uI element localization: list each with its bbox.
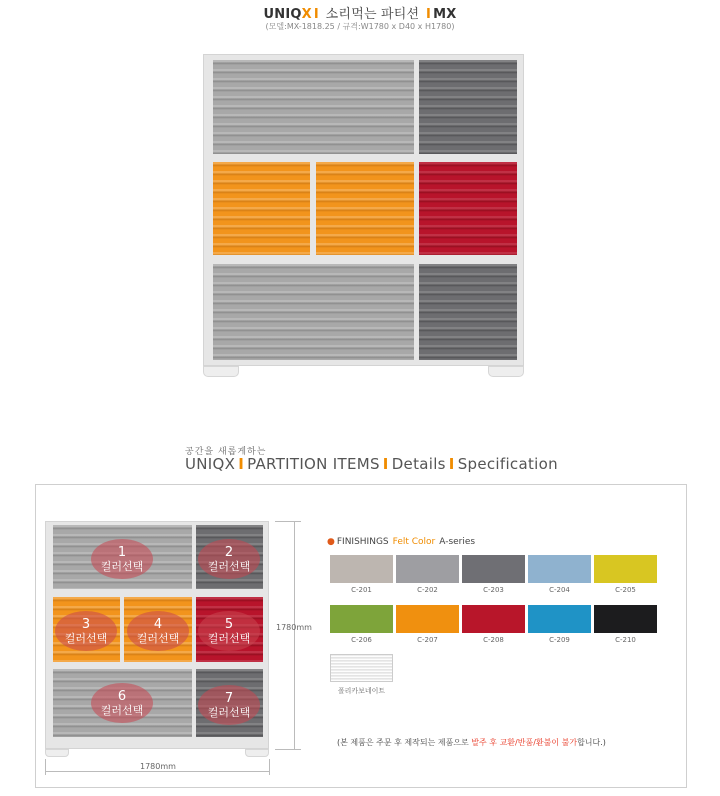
swatch-code-label: C-201 xyxy=(351,586,372,594)
color-swatch-c-202[interactable] xyxy=(396,555,459,583)
polycarbonate-label: 폴리카보네이트 xyxy=(337,687,386,695)
color-select-panel-3[interactable] xyxy=(55,611,117,651)
panel-4-image xyxy=(316,162,414,255)
panel-2-image xyxy=(419,60,517,154)
swatch-code-label: C-210 xyxy=(615,636,636,644)
felt-color-label: Felt Color xyxy=(392,537,436,547)
brand-x: X xyxy=(301,7,312,22)
polycarbonate-swatch[interactable] xyxy=(330,654,393,682)
series-name: MX xyxy=(433,7,457,22)
left-foot xyxy=(203,366,239,377)
section-bar-3: I xyxy=(448,455,455,473)
panel-number: 2 xyxy=(224,544,234,560)
product-title xyxy=(0,3,720,22)
product-subtitle: (모델:MX-1818.25 / 규격:W1780 x D40 x H1780) xyxy=(265,22,455,31)
panel-1-image xyxy=(213,60,414,154)
color-select-panel-1[interactable] xyxy=(91,539,153,579)
color-select-label: 컬러선택 xyxy=(100,559,144,573)
brand-mark: I xyxy=(313,7,319,22)
color-select-panel-2[interactable] xyxy=(198,539,260,579)
swatch-code-label: C-205 xyxy=(615,586,636,594)
brand-name: UNIQ xyxy=(263,7,302,22)
swatch-code-label: C-207 xyxy=(417,636,438,644)
color-select-panel-6[interactable] xyxy=(91,683,153,723)
mini-left-foot xyxy=(45,749,69,757)
height-dimension-label: 1780mm xyxy=(276,623,312,632)
color-swatch-c-210[interactable] xyxy=(594,605,657,633)
panel-number: 4 xyxy=(153,616,163,632)
color-select-label: 컬러선택 xyxy=(207,631,251,645)
color-select-label: 컬러선택 xyxy=(207,705,251,719)
mini-right-foot xyxy=(245,749,269,757)
color-swatch-c-201[interactable] xyxy=(330,555,393,583)
color-swatch-c-204[interactable] xyxy=(528,555,591,583)
series-label: A-series xyxy=(439,537,476,547)
section-part-details: Details xyxy=(391,455,446,473)
panel-3-image xyxy=(213,162,310,255)
swatch-code-label: C-204 xyxy=(549,586,570,594)
panel-number: 7 xyxy=(224,690,234,706)
color-select-label: 컬러선택 xyxy=(136,631,180,645)
swatch-code-label: C-202 xyxy=(417,586,438,594)
section-caption: 공간을 새롭게하는 xyxy=(185,447,267,457)
section-bar-1: I xyxy=(238,455,245,473)
color-select-label: 컬러선택 xyxy=(64,631,108,645)
color-select-panel-4[interactable] xyxy=(127,611,189,651)
notice-suffix: 합니다.) xyxy=(577,738,606,747)
notice-highlight: 발주 후 교환/반품/환불이 불가 xyxy=(471,738,578,747)
swatch-code-label: C-209 xyxy=(549,636,570,644)
panel-6-image xyxy=(213,264,414,360)
section-title xyxy=(185,455,558,473)
color-select-panel-5[interactable] xyxy=(198,611,260,651)
right-foot xyxy=(488,366,524,377)
width-dimension-tick-right xyxy=(269,759,270,775)
height-dimension-line xyxy=(294,521,295,749)
panel-7-image xyxy=(419,264,517,360)
section-part-spec: Specification xyxy=(457,455,558,473)
panel-number: 6 xyxy=(117,688,127,704)
height-dimension-tick-top xyxy=(275,521,301,522)
product-name: 소리먹는 파티션 xyxy=(325,7,420,22)
width-dimension-label: 1780mm xyxy=(140,762,176,771)
panel-number: 3 xyxy=(81,616,91,632)
order-notice xyxy=(337,737,606,748)
finishings-heading xyxy=(327,537,475,547)
finishings-title: FINISHINGS xyxy=(336,537,389,547)
notice-prefix: (본 제품은 주문 후 제작되는 제품으로 xyxy=(337,738,472,747)
bullet-icon: ● xyxy=(327,537,335,547)
panel-number: 1 xyxy=(117,544,127,560)
color-swatch-c-206[interactable] xyxy=(330,605,393,633)
color-select-panel-7[interactable] xyxy=(198,685,260,725)
section-brand: UNIQX xyxy=(185,455,236,473)
panel-5-image xyxy=(419,162,517,255)
swatch-code-label: C-208 xyxy=(483,636,504,644)
width-dimension-line xyxy=(45,771,269,772)
section-part-items: PARTITION ITEMS xyxy=(247,455,380,473)
section-bar-2: I xyxy=(382,455,389,473)
width-dimension-tick-left xyxy=(45,759,46,775)
swatch-code-label: C-203 xyxy=(483,586,504,594)
title-separator: I xyxy=(426,7,432,22)
height-dimension-tick-bottom xyxy=(275,749,301,750)
color-swatch-c-209[interactable] xyxy=(528,605,591,633)
color-select-label: 컬러선택 xyxy=(100,703,144,717)
panel-number: 5 xyxy=(224,616,234,632)
swatch-code-label: C-206 xyxy=(351,636,372,644)
color-swatch-c-207[interactable] xyxy=(396,605,459,633)
color-swatch-c-205[interactable] xyxy=(594,555,657,583)
color-swatch-c-208[interactable] xyxy=(462,605,525,633)
color-swatch-c-203[interactable] xyxy=(462,555,525,583)
color-select-label: 컬러선택 xyxy=(207,559,251,573)
